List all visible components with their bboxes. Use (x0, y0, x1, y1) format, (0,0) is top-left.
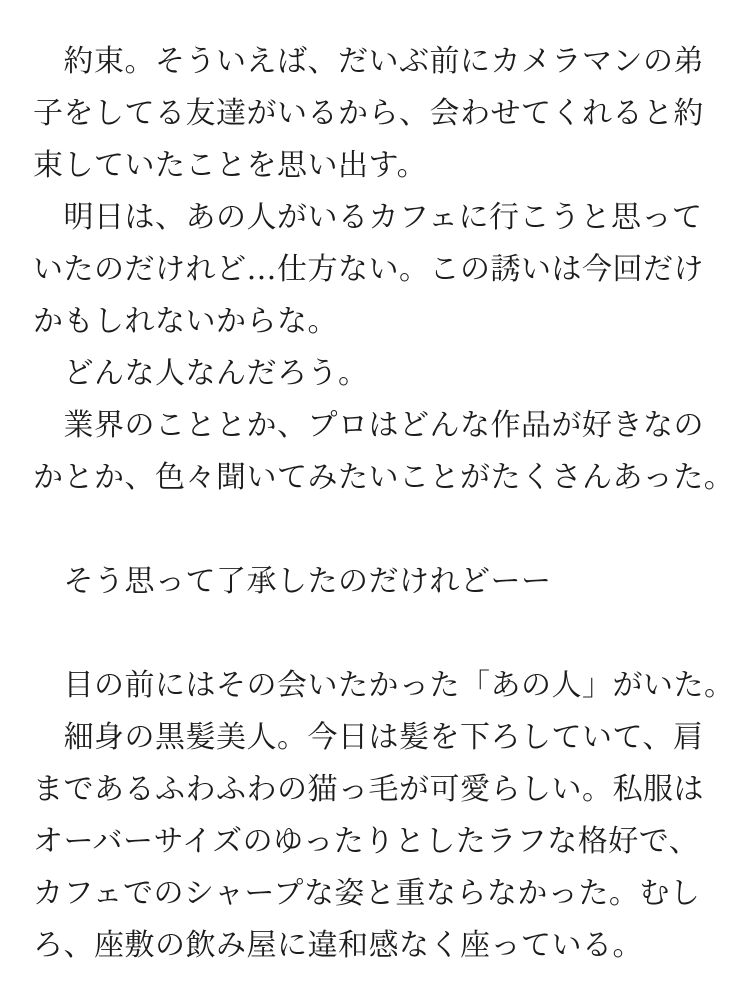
text-line: ろ、座敷の飲み屋に違和感なく座っている。 (33, 928, 643, 963)
text-body (33, 36, 750, 972)
text-line: いたのだけれど…仕方ない。この誘いは今回だけ (33, 252, 704, 287)
text-line: そう思って了承したのだけれどーー (33, 564, 552, 599)
text-line: カフェでのシャープな姿と重ならなかった。むし (33, 876, 701, 911)
text-line: 細身の黒髪美人。今日は髪を下ろしていて、肩 (33, 720, 704, 755)
text-line: 束していたことを思い出す。 (33, 148, 428, 183)
text-line: 明日は、あの人がいるカフェに行こうと思って (33, 200, 703, 235)
text-line: 業界のこととか、プロはどんな作品が好きなの (33, 408, 704, 443)
blank-line (33, 608, 750, 660)
text-line: かとか、色々聞いてみたいことがたくさんあった。 (33, 460, 735, 495)
text-line: まであるふわふわの猫っ毛が可愛らしい。私服は (33, 772, 704, 807)
text-line: オーバーサイズのゆったりとしたラフな格好で、 (33, 824, 700, 859)
text-line: かもしれないからな。 (33, 304, 338, 339)
text-line: 目の前にはその会いたかった「あの人」がいた。 (33, 668, 735, 703)
blank-line (33, 504, 750, 556)
text-line: 子をしてる友達がいるから、会わせてくれると約 (33, 96, 704, 131)
text-line: どんな人なんだろう。 (33, 356, 369, 391)
text-line: 約束。そういえば、だいぶ前にカメラマンの弟 (33, 44, 704, 79)
